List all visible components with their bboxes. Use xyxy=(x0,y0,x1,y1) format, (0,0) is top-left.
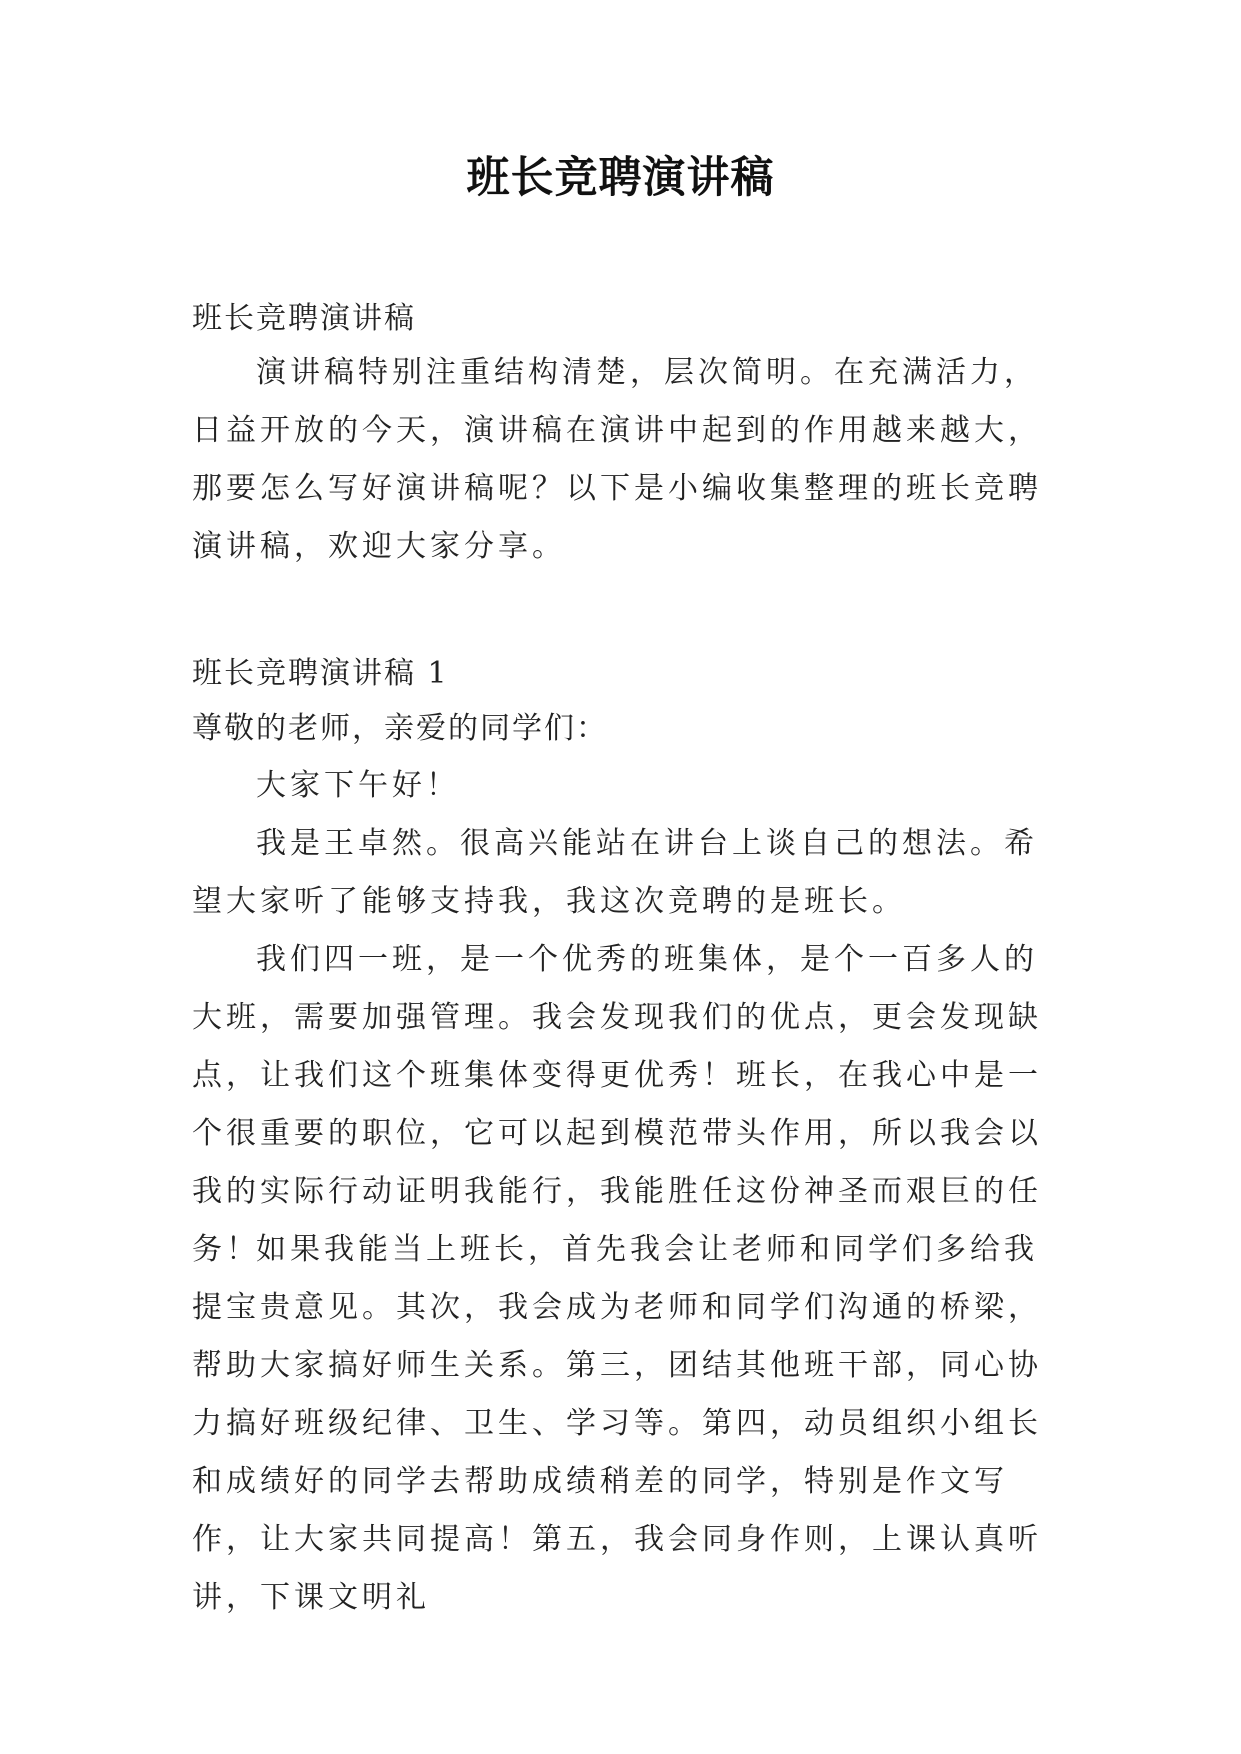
salutation: 尊敬的老师，亲爱的同学们： xyxy=(192,711,608,746)
section-heading: 班长竞聘演讲稿 1 xyxy=(192,656,449,691)
paragraph: 如果我能当上班长，首先我会让老师和同学们多给我提宝贵意见。其次，我会成为老师和同学们沟通的桥梁，帮助大家搞好师生关系。第三，团结其他班干部，同心协力搞好班级纪律、卫生、学习等。第四，动员组织小组长和成绩好的同学去帮助成绩稍差的同学，特别是作文写作，让大家共同提高！第五，我会同身作则，上课认真听讲，下课文明礼 xyxy=(192,1232,1042,1615)
intro-heading: 班长竞聘演讲稿 xyxy=(192,301,416,336)
paragraph: 我们四一班，是一个优秀的班集体，是个一百多人的大班，需要加强管理。我会发现我们的优点，更会发现缺点，让我们这个班集体变得更优秀！班长，在我心中是一个很重要的职位，它可以起到模范带头作用，所以我会以我的实际行动证明我能行，我能胜任这份神圣而艰巨的任务！ xyxy=(192,942,1042,1267)
document-title: 班长竞聘演讲稿 xyxy=(466,153,775,203)
paragraph: 大家下午好！ xyxy=(256,768,460,803)
intro-paragraph: 演讲稿特别注重结构清楚，层次简明。在充满活力，日益开放的今天，演讲稿在演讲中起到的作用越来越大，那要怎么写好演讲稿呢？以下是小编收集整理的班长竞聘演讲稿，欢迎大家分享。 xyxy=(192,355,1042,564)
paragraph: 我是王卓然。很高兴能站在讲台上谈自己的想法。希望大家听了能够支持我，我这次竞聘的是班长。 xyxy=(192,826,1038,919)
